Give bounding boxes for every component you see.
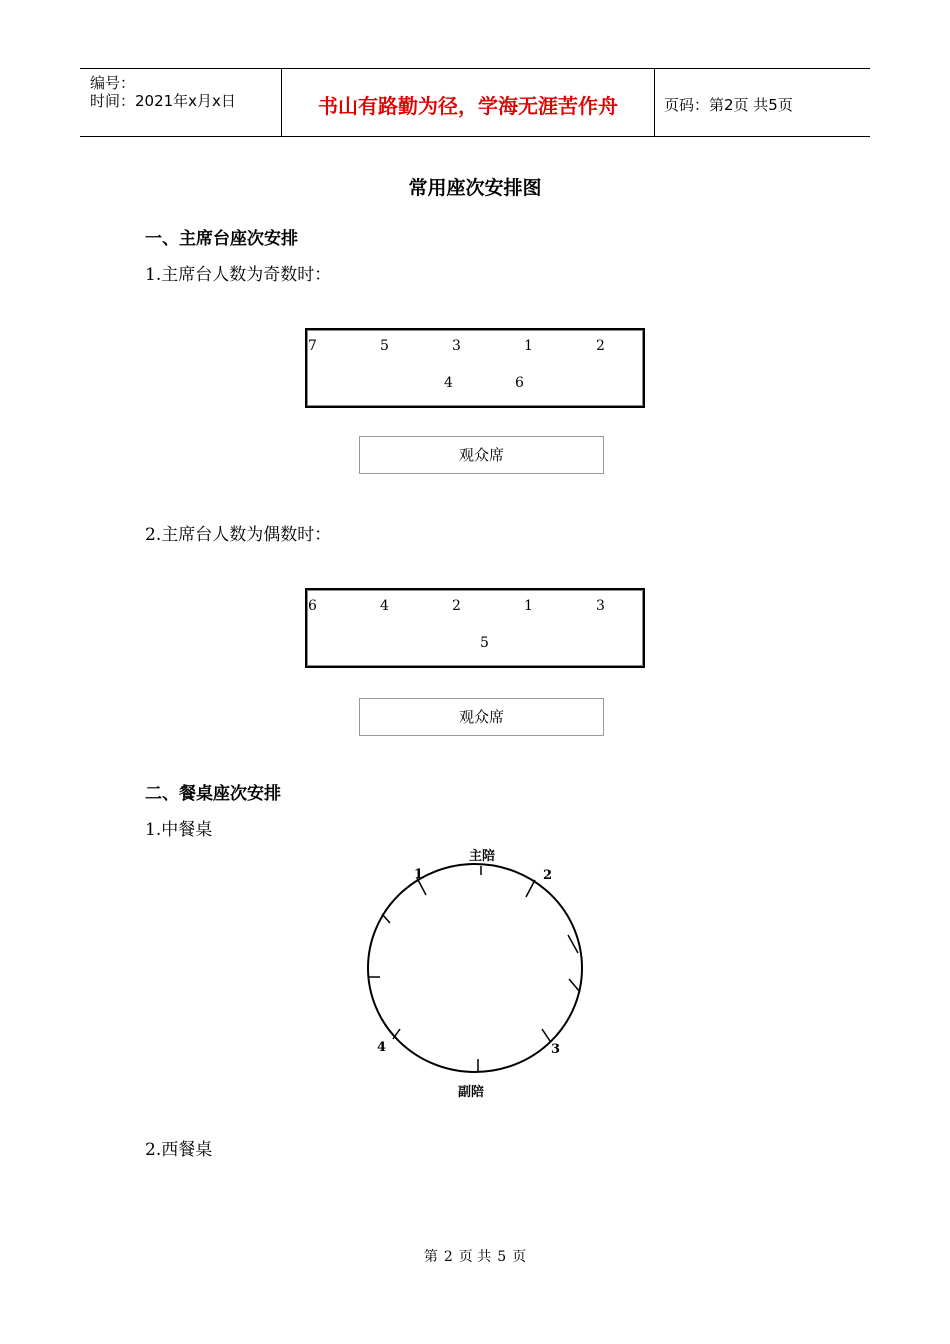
- header-divider-right: [654, 69, 655, 136]
- section-heading-dining: 二、餐桌座次安排: [145, 784, 281, 804]
- header-bottom-rule: [80, 136, 870, 137]
- seat: 4: [444, 375, 453, 391]
- page-info: 页码：第2页 共5页: [664, 96, 793, 114]
- seat: 2: [596, 338, 605, 354]
- serial-label: 编号：: [90, 74, 136, 92]
- seat: 4: [380, 598, 389, 614]
- podium-odd: [305, 328, 645, 408]
- section-heading-podium: 一、主席台座次安排: [145, 229, 298, 249]
- footer-total: 5: [497, 1249, 507, 1265]
- seat-label-4: 4: [377, 1040, 387, 1055]
- footer-suffix: 页: [512, 1249, 527, 1265]
- seat-label-2: 2: [543, 868, 553, 883]
- caption-odd: 1.主席台人数为奇数时：: [145, 265, 332, 285]
- seat: 5: [380, 338, 389, 354]
- seat-tick: [569, 979, 580, 992]
- podium-even: [305, 588, 645, 668]
- seat: 5: [480, 635, 489, 651]
- footer-page: 2: [443, 1249, 453, 1265]
- seat: 1: [524, 598, 533, 614]
- footer-middle: 页 共: [458, 1249, 492, 1265]
- footer-prefix: 第: [423, 1249, 438, 1265]
- caption-even: 2.主席台人数为偶数时：: [145, 525, 332, 545]
- caption-western-table: 2.西餐桌: [145, 1140, 213, 1160]
- seat: 1: [524, 338, 533, 354]
- seat: 3: [452, 338, 461, 354]
- audience-box-even: 观众席: [359, 698, 604, 736]
- seat: 2: [452, 598, 461, 614]
- audience-box-odd: 观众席: [359, 436, 604, 474]
- motto: 书山有路勤为径，学海无涯苦作舟: [318, 94, 618, 118]
- seat: 3: [596, 598, 605, 614]
- seat: 6: [308, 598, 317, 614]
- time-label: 时间：2021年x月x日: [90, 92, 236, 110]
- round-table-diagram: [355, 845, 595, 1105]
- page-footer: [0, 1246, 950, 1266]
- caption-chinese-table: 1.中餐桌: [145, 820, 213, 840]
- seat-label-1: 1: [414, 867, 424, 882]
- seat-tick: [526, 880, 535, 897]
- host-label: 主陪: [469, 849, 496, 864]
- page-title: 常用座次安排图: [408, 177, 542, 199]
- seat: 7: [308, 338, 317, 354]
- seat-label-3: 3: [551, 1042, 561, 1057]
- seat: 6: [515, 375, 524, 391]
- seat-tick: [542, 1029, 550, 1041]
- deputy-host-label: 副陪: [458, 1085, 485, 1100]
- seat-tick: [382, 914, 390, 923]
- header-top-rule: [80, 68, 870, 69]
